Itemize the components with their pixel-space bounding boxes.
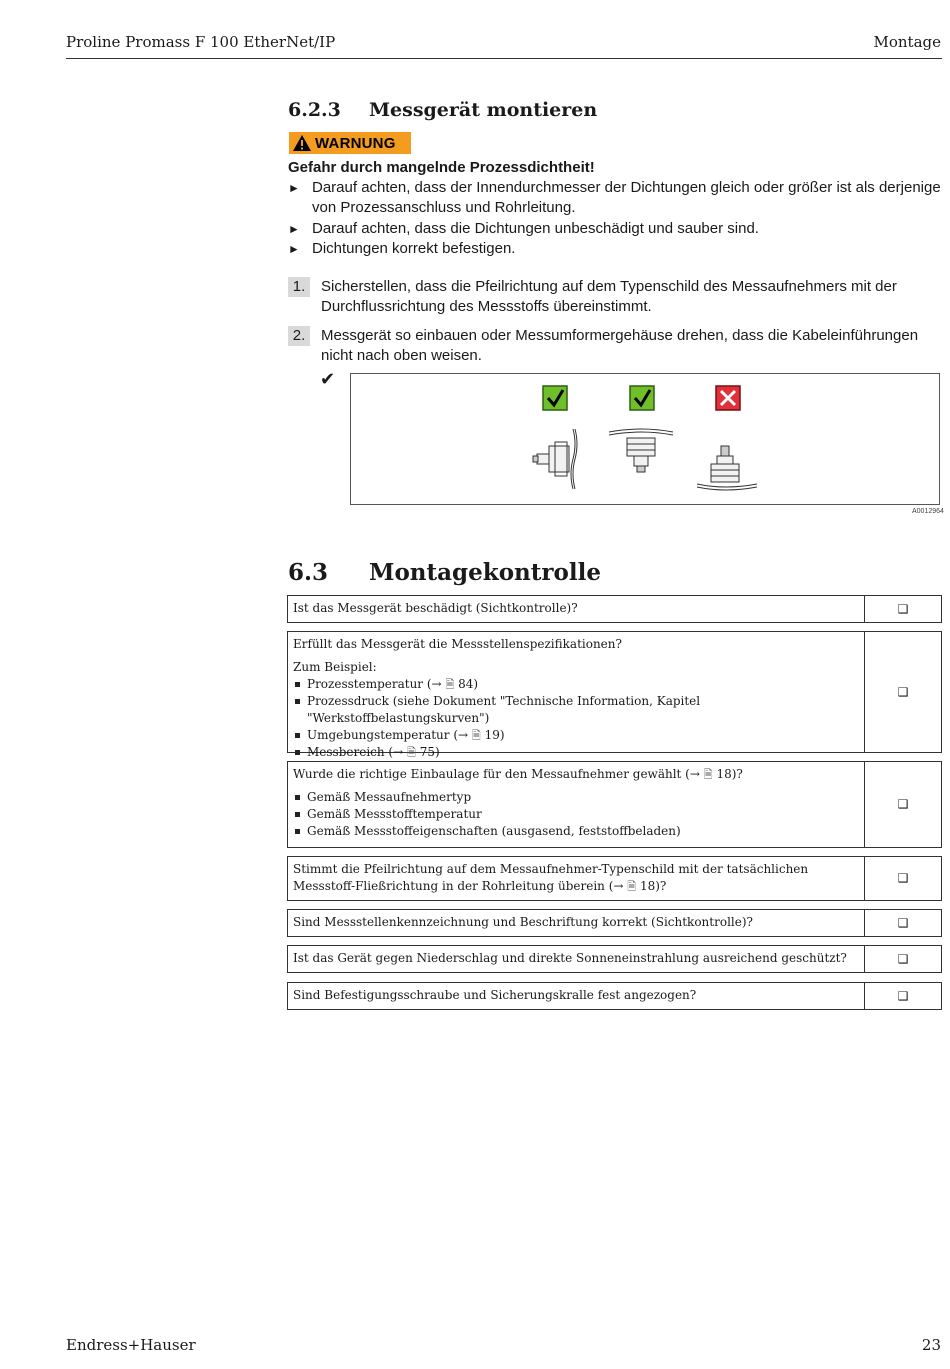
ceiling-mounting-sketch <box>609 429 673 472</box>
fail-cross-icon <box>716 386 740 410</box>
checkbox[interactable]: ❑ <box>897 601 909 616</box>
mounting-orientation-illustration <box>351 374 939 504</box>
list-item: Gemäß Messstoffeigenschaften (ausgasend, feststoffbeladen) <box>293 823 859 840</box>
section-title: Messgerät montieren <box>369 99 598 121</box>
page-reference-icon: 🗎 <box>627 880 637 893</box>
bullet-triangle-icon: ► <box>288 222 300 236</box>
checklist-row <box>287 982 942 1010</box>
checkbox[interactable]: ❑ <box>897 797 909 811</box>
checklist-row <box>287 761 942 848</box>
sideways-mounting-sketch <box>533 429 577 489</box>
section-number: 6.2.3 <box>288 99 341 121</box>
checkbox[interactable]: ❑ <box>897 871 909 885</box>
checklist-row <box>287 909 942 937</box>
figure-code: A0012964 <box>912 508 944 515</box>
step-number: 1. <box>288 277 310 297</box>
header-document-title: Proline Promass F 100 EtherNet/IP <box>66 33 336 51</box>
checklist-question: Wurde die richtige Einbaulage für den Messaufnehmer gewählt (→ 🗎 18)? Gemäß Messaufnehmertyp Gemäß Messstofftemperatur Gemäß Messstoffeigenschaften (ausgasend, feststoffbeladen) <box>288 762 865 847</box>
list-item: Gemäß Messaufnehmertyp <box>293 789 859 806</box>
list-item: Umgebungstemperatur (→ 🗎 19) <box>293 727 859 744</box>
section-number: 6.3 <box>288 559 329 586</box>
bullet-triangle-icon: ► <box>288 181 300 195</box>
step-text: Sicherstellen, dass die Pfeilrichtung auf dem Typenschild des Messaufnehmers mit der Durchflussrichtung des Messstoffs übereinstimmt. <box>321 278 897 315</box>
warning-label: WARNUNG <box>315 134 396 152</box>
mounting-orientation-figure <box>350 373 940 505</box>
step-text: Messgerät so einbauen oder Messumformergehäuse drehen, dass die Kabeleinführungen nicht nach oben weisen. <box>321 327 919 364</box>
checklist-row <box>287 631 942 759</box>
page-reference-icon: 🗎 <box>471 729 481 742</box>
warning-triangle-icon <box>292 134 312 152</box>
checklist-row <box>287 595 942 623</box>
list-item: Messbereich (→ 🗎 75) <box>293 744 859 761</box>
upward-mounting-sketch <box>697 446 757 490</box>
section-title: Montagekontrolle <box>369 559 601 586</box>
header-rule <box>66 58 942 59</box>
step-number: 2. <box>288 326 310 346</box>
checklist-question: Ist das Messgerät beschädigt (Sichtkontrolle)? <box>288 596 865 622</box>
bullet-triangle-icon: ► <box>288 242 300 256</box>
list-item: Prozesstemperatur (→ 🗎 84) <box>293 676 859 693</box>
ok-check-icon <box>630 386 654 410</box>
page-reference-icon: 🗎 <box>445 678 455 691</box>
result-checkmark: ✔ <box>320 369 336 390</box>
footer-company: Endress+Hauser <box>66 1336 196 1354</box>
list-item: Prozessdruck (siehe Dokument "Technische Information, Kapitel "Werkstoffbelastungskurven") <box>293 693 859 727</box>
ok-check-icon <box>543 386 567 410</box>
checklist-question: Sind Messstellenkennzeichnung und Beschriftung korrekt (Sichtkontrolle)? <box>288 910 865 936</box>
checklist-question: Ist das Gerät gegen Niederschlag und direkte Sonneneinstrahlung ausreichend geschützt? <box>288 946 865 972</box>
checkbox[interactable]: ❑ <box>897 684 909 699</box>
checklist-question: Erfüllt das Messgerät die Messstellenspezifikationen? Zum Beispiel: Prozesstemperatur (→ 🗎 84) Prozessdruck (siehe Dokument "Technische Information, Kapitel "Werkstoffbelastungskurven") Umgebungstemperatur (→ 🗎 19) Messbereich (→ 🗎 75) <box>288 632 865 752</box>
warning-title: Gefahr durch mangelnde Prozessdichtheit! <box>288 159 595 176</box>
checklist-question: Stimmt die Pfeilrichtung auf dem Messaufnehmer-Typenschild mit der tatsächlichen Messstoff-Fließrichtung in der Rohrleitung überein (→ 🗎 18)? <box>288 857 865 900</box>
page-reference-icon: 🗎 <box>407 746 416 759</box>
checklist-row <box>287 856 942 901</box>
warning-badge <box>289 132 411 154</box>
checkbox[interactable]: ❑ <box>897 915 909 930</box>
checklist-question: Sind Befestigungsschraube und Sicherungskralle fest angezogen? <box>288 983 865 1009</box>
checkbox[interactable]: ❑ <box>897 951 909 966</box>
checklist-row <box>287 945 942 973</box>
list-item: Gemäß Messstofftemperatur <box>293 806 859 823</box>
header-chapter: Montage <box>873 33 941 51</box>
page-number: 23 <box>921 1336 941 1354</box>
checkbox[interactable]: ❑ <box>897 988 909 1003</box>
page-reference-icon: 🗎 <box>703 768 713 781</box>
